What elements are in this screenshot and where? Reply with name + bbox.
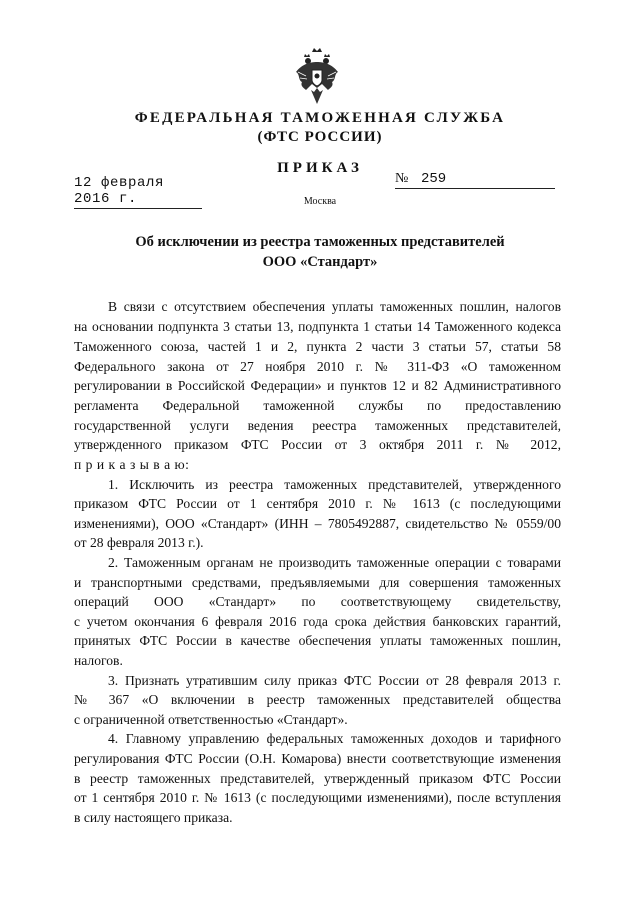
item-2-line: и транспортными средствами, предъявляемыми для совершения таможенных <box>74 575 561 590</box>
item-4-line: в силу настоящего приказа. <box>74 810 233 825</box>
body-line: утвержденного приказом ФТС России от 3 октября 2011 г. № 2012, <box>74 437 561 452</box>
item-2-line: 2. Таможенным органам не производить таможенные операции с товарами <box>108 555 561 570</box>
city: Москва <box>303 196 337 207</box>
subject-line-1: Об исключении из реестра таможенных представителей <box>135 234 505 250</box>
coat-of-arms-emblem-icon <box>292 48 342 106</box>
item-2-line: налогов. <box>74 653 123 668</box>
order-number <box>395 171 555 189</box>
body-line: Таможенного союза, частей 1 и 2, пункта 2 части 3 статьи 57, статьи 58 <box>74 339 561 354</box>
item-1-line: изменениями), ООО «Стандарт» (ИНН – 7805492887, свидетельство № 0559/00 <box>74 516 561 531</box>
item-2-line: принятых ФТС России в качестве обеспечения уплаты таможенных пошлин, <box>74 633 561 648</box>
body-line: Федерального закона от 27 ноября 2010 г. № 311-ФЗ «О таможенном <box>74 359 561 374</box>
item-4-line: в реестр таможенных представителей, утвержденный приказом ФТС России <box>74 771 561 786</box>
item-4-line: регулирования ФТС России (О.Н. Комарова) внести соответствующие изменения <box>74 751 561 766</box>
item-4-line: от 1 сентября 2010 г. № 1613 (с последующими изменениями), после вступления <box>74 790 561 805</box>
item-2-line: с учетом окончания 6 февраля 2016 года срока действия банковских гарантий, <box>74 614 561 629</box>
order-verb: п р и к а з ы в а ю: <box>74 457 190 472</box>
body-line: регулировании в Российской Федерации» и пунктов 12 и 82 Административного <box>74 378 561 393</box>
item-4-line: 4. Главному управлению федеральных таможенных доходов и тарифного <box>108 731 561 746</box>
item-1-line: 1. Исключить из реестра таможенных представителей, утвержденного <box>108 477 561 492</box>
number-sign: № <box>395 171 409 186</box>
number-value: 259 <box>421 171 447 187</box>
item-1-line: от 28 февраля 2013 г.). <box>74 535 204 550</box>
item-3-line: с ограниченной ответственностью «Стандарт». <box>74 712 348 727</box>
body-line: В связи с отсутствием обеспечения уплаты таможенных пошлин, налогов <box>108 299 561 314</box>
item-1-line: приказом ФТС России от 1 сентября 2010 г. № 1613 (с последующими <box>74 496 561 511</box>
organization-name: ФЕДЕРАЛЬНАЯ ТАМОЖЕННАЯ СЛУЖБА <box>134 110 506 126</box>
body-line: на основании подпункта 3 статьи 13, подпункта 1 статьи 14 Таможенного кодекса <box>74 319 561 334</box>
body-line: регламента Федеральной таможенной службы по предоставлению <box>74 398 561 413</box>
subject-line-2: ООО «Стандарт» <box>262 254 378 270</box>
item-3-line: 3. Признать утратившим силу приказ ФТС России от 28 февраля 2013 г. <box>108 673 561 688</box>
body-line: государственной услуги ведения реестра таможенных представителей, <box>74 418 561 433</box>
document-type: ПРИКАЗ <box>277 160 363 176</box>
item-2-line: операций ООО «Стандарт» по соответствующему свидетельству, <box>74 594 561 609</box>
organization-short-name: (ФТС РОССИИ) <box>257 129 383 145</box>
order-date: 12 февраля 2016 г. <box>74 175 202 209</box>
item-3-line: № 367 «О включении в реестр таможенных представителей общества <box>74 692 561 707</box>
